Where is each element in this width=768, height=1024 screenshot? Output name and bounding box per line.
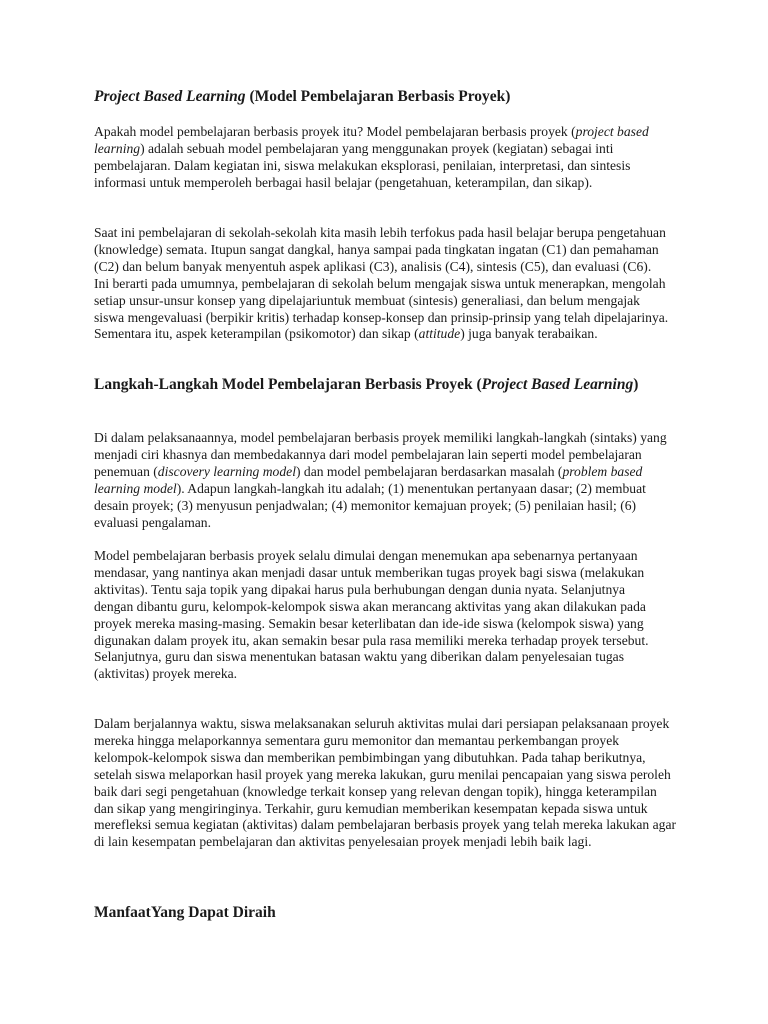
paragraph-model-start: Model pembelajaran berbasis proyek selalu dimulai dengan menemukan apa sebenarnya pertanyaan mendasar, yang nantinya akan menjadi dasar untuk memberikan tugas proyek bagi siswa (melakukan aktivitas). Tentu saja topik yang dipakai harus pula berhubungan dengan dunia nyata. Selanjutnya dengan dibantu guru, kelompok-kelompok siswa akan merancang aktivitas yang akan dilakukan pada proyek mereka masing-masing. Semakin besar keterlibatan dan ide-ide siswa (kelompok siswa) yang digunakan dalam proyek itu, akan semakin besar pula rasa memiliki mereka terhadap proyek tersebut. Selanjutnya, guru dan siswa menentukan batasan waktu yang diberikan dalam penyelesaian tugas (aktivitas) proyek mereka. <box>94 548 649 682</box>
text-run: ) dan model pembelajaran berdasarkan masalah ( <box>295 463 563 479</box>
heading-rest-part: (Model Pembelajaran Berbasis Proyek) <box>245 88 511 105</box>
section-heading-pjbl <box>94 86 674 107</box>
paragraph-steps-list <box>94 430 669 531</box>
text-run-italic: attitude <box>418 326 461 342</box>
text-run: ) adalah sebuah model pembelajaran yang menggunakan proyek (kegiatan) sebagai inti pembelajaran. Dalam kegiatan ini, siswa melakukan eksplorasi, penilaian, interpretasi, dan sintesis informasi untuk memperoleh berbagai hasil belajar (pengetahuan, keterampilan, dan sikap). <box>94 140 631 190</box>
heading-italic-part: Project Based Learning <box>94 88 246 105</box>
text-run: Di dalam pelaksanaannya, model pembelajaran berbasis proyek memiliki langkah-langkah (sintaks) yang menjadi ciri khasnya dan membedakannya dari model pembelajaran lain seperti model pembelajaran penemuan ( <box>94 430 667 479</box>
heading-part: Langkah-Langkah Model Pembelajaran Berbasis Proyek ( <box>94 376 482 393</box>
text-run-italic: problem based learning model <box>94 463 643 496</box>
section-heading-benefits: ManfaatYang Dapat Diraih <box>94 904 276 921</box>
paragraph-current-state <box>94 225 669 343</box>
text-run: ). Adapun langkah-langkah itu adalah; (1) menentukan pertanyaan dasar; (2) membuat desain proyek; (3) menyusun penjadwalan; (4) memonitor kemajuan proyek; (5) penilaian hasil; (6) evaluasi pengalaman. <box>94 480 646 530</box>
heading-italic-part: Project Based Learning <box>481 376 634 393</box>
text-run-italic: discovery learning model <box>157 463 296 479</box>
heading-part: ) <box>633 376 639 393</box>
text-run: Apakah model pembelajaran berbasis proyek itu? Model pembelajaran berbasis proyek ( <box>94 124 576 139</box>
paragraph-intro <box>94 124 649 192</box>
section-heading-steps <box>94 374 654 395</box>
paragraph-implementation: Dalam berjalannya waktu, siswa melaksanakan seluruh aktivitas mulai dari persiapan pelaksanaan proyek mereka hingga melaporkannya sementara guru memonitor dan memantau perkembangan proyek kelompok-kelompok siswa dan memberikan pembimbingan yang dibutuhkan. Pada tahap berikutnya, setelah siswa melaporkan hasil proyek yang mereka lakukan, guru menilai pencapaian yang siswa peroleh baik dari segi pengetahuan (knowledge terkait konsep yang relevan dengan topik), hingga keterampilan dan sikap yang mengiringinya. Terkahir, guru kemudian memberikan kesempatan kepada siswa untuk merefleksi semua kegiatan (aktivitas) dalam pembelajaran berbasis proyek yang telah mereka lakukan agar di lain kesempatan pembelajaran dan aktivitas penyelesaian proyek menjadi lebih baik lagi. <box>94 716 677 850</box>
text-run-italic: project based learning <box>94 124 649 156</box>
text-run: ) juga banyak terabaikan. <box>460 326 598 342</box>
text-run: Saat ini pembelajaran di sekolah-sekolah kita masih lebih terfokus pada hasil belajar berupa pengetahuan (knowledge) semata. Itupun sangat dangkal, hanya sampai pada tingkatan ingatan (C1) dan pemahaman (C2) dan belum banyak menyentuh aspek aplikasi (C3), analisis (C4), sintesis (C5), dan evaluasi (C6). Ini berarti pada umumnya, pembelajaran di sekolah belum mengajak siswa untuk menerapkan, mengolah setiap unsur-unsur konsep yang dipelajariuntuk membuat (sintesis) generaliasi, dan belum mengajak siswa mengevaluasi (berpikir kritis) terhadap konsep-konsep dan prinsip-prinsip yang telah dipelajarinya. Sementara itu, aspek keterampilan (psikomotor) dan sikap ( <box>94 225 669 342</box>
